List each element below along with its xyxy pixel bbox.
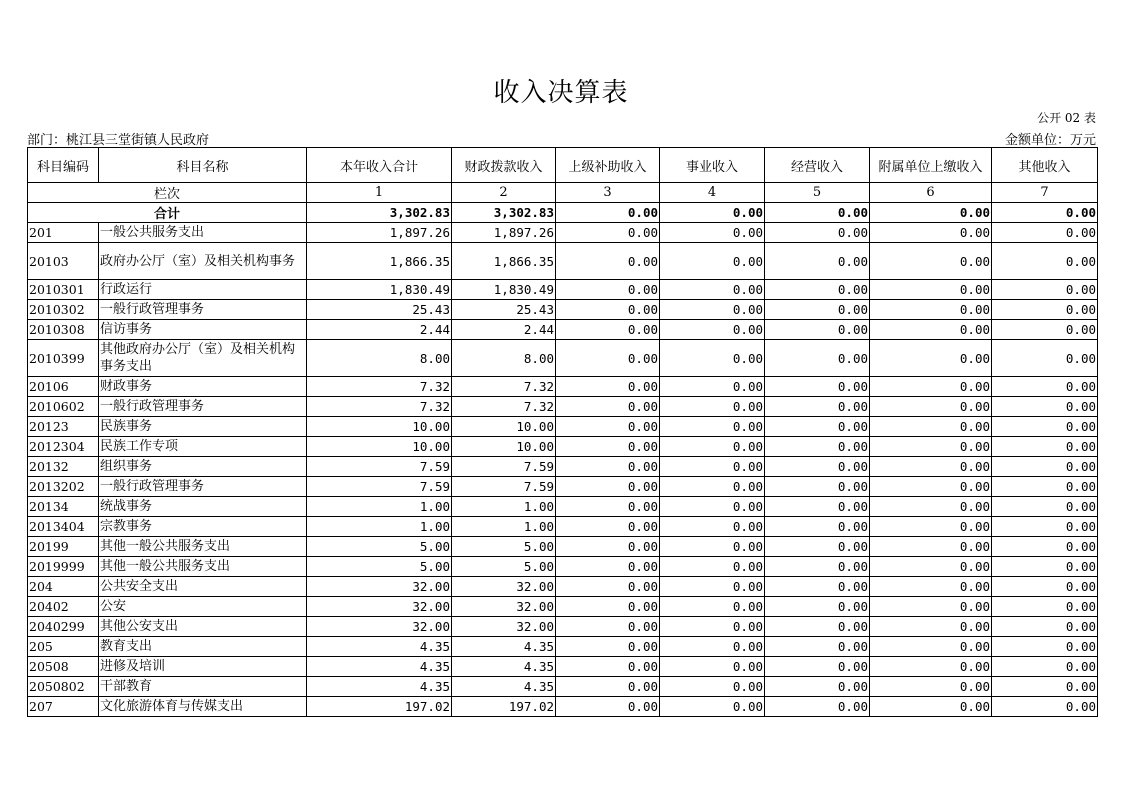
subject-code: 2040299 [28,617,99,637]
subject-code: 20106 [28,377,99,397]
amount-cell: 0.00 [870,617,992,637]
amount-cell: 0.00 [765,340,870,377]
subject-name: 民族工作专项 [99,437,307,457]
amount-cell: 4.35 [307,657,452,677]
amount-cell: 25.43 [307,300,452,320]
amount-cell: 32.00 [452,597,556,617]
amount-cell: 0.00 [765,697,870,717]
amount-cell: 0.00 [992,280,1098,300]
amount-cell: 1,897.26 [452,223,556,243]
subject-name: 其他公安支出 [99,617,307,637]
amount-cell: 0.00 [660,497,765,517]
subject-name: 政府办公厅（室）及相关机构事务 [99,243,307,280]
table-row [28,697,1098,717]
amount-cell: 0.00 [660,577,765,597]
amount-cell: 0.00 [660,280,765,300]
subject-code: 2010308 [28,320,99,340]
amount-cell: 0.00 [765,300,870,320]
total-value: 0.00 [556,203,660,223]
amount-cell: 0.00 [556,517,660,537]
subject-name: 文化旅游体育与传媒支出 [99,697,307,717]
sequence-number: 6 [870,183,992,203]
amount-cell: 0.00 [765,223,870,243]
sequence-number: 7 [992,183,1098,203]
amount-cell: 0.00 [660,300,765,320]
amount-cell: 0.00 [556,677,660,697]
amount-cell: 0.00 [765,397,870,417]
amount-cell: 1,866.35 [452,243,556,280]
amount-cell: 0.00 [765,417,870,437]
sequence-number: 3 [556,183,660,203]
amount-cell: 1.00 [307,497,452,517]
table-row [28,417,1098,437]
amount-cell: 0.00 [870,320,992,340]
amount-cell: 8.00 [307,340,452,377]
amount-cell: 0.00 [870,517,992,537]
table-row [28,637,1098,657]
subject-code: 2012304 [28,437,99,457]
amount-cell: 10.00 [307,417,452,437]
total-row [28,203,1098,223]
amount-cell: 32.00 [452,577,556,597]
amount-cell: 0.00 [992,377,1098,397]
amount-cell: 1.00 [452,497,556,517]
total-value: 0.00 [992,203,1098,223]
amount-cell: 0.00 [870,497,992,517]
amount-cell: 0.00 [556,637,660,657]
amount-cell: 0.00 [556,697,660,717]
amount-cell: 1,830.49 [307,280,452,300]
amount-cell: 32.00 [307,597,452,617]
subject-name: 财政事务 [99,377,307,397]
table-row [28,517,1098,537]
amount-cell: 7.59 [452,457,556,477]
amount-cell: 7.59 [307,457,452,477]
amount-cell: 0.00 [992,617,1098,637]
amount-cell: 0.00 [992,300,1098,320]
amount-cell: 0.00 [660,457,765,477]
amount-cell: 0.00 [870,637,992,657]
amount-cell: 0.00 [556,577,660,597]
amount-cell: 0.00 [556,397,660,417]
total-label: 合计 [28,203,307,223]
amount-cell: 0.00 [660,677,765,697]
amount-cell: 7.32 [452,397,556,417]
amount-cell: 1,830.49 [452,280,556,300]
subject-code: 2010301 [28,280,99,300]
subject-name: 一般公共服务支出 [99,223,307,243]
column-header: 科目名称 [99,148,307,183]
amount-cell: 25.43 [452,300,556,320]
subject-name: 公共安全支出 [99,577,307,597]
total-value: 0.00 [660,203,765,223]
subject-code: 20103 [28,243,99,280]
amount-cell: 0.00 [765,517,870,537]
amount-cell: 0.00 [870,657,992,677]
amount-cell: 5.00 [307,557,452,577]
amount-cell: 0.00 [765,637,870,657]
amount-cell: 32.00 [307,617,452,637]
total-value: 0.00 [870,203,992,223]
amount-cell: 0.00 [870,223,992,243]
amount-cell: 0.00 [870,597,992,617]
amount-cell: 0.00 [660,477,765,497]
subject-name: 组织事务 [99,457,307,477]
amount-cell: 0.00 [660,537,765,557]
amount-cell: 0.00 [992,677,1098,697]
amount-cell: 2.44 [452,320,556,340]
amount-cell: 0.00 [870,397,992,417]
amount-cell: 1.00 [452,517,556,537]
amount-cell: 0.00 [556,377,660,397]
table-row [28,223,1098,243]
amount-cell: 0.00 [870,280,992,300]
amount-cell: 10.00 [452,437,556,457]
amount-cell: 0.00 [556,457,660,477]
subject-code: 20199 [28,537,99,557]
column-header: 本年收入合计 [307,148,452,183]
table-row [28,497,1098,517]
amount-cell: 0.00 [992,243,1098,280]
amount-cell: 0.00 [765,437,870,457]
amount-cell: 0.00 [556,300,660,320]
amount-cell: 0.00 [765,677,870,697]
amount-cell: 0.00 [660,697,765,717]
table-row [28,280,1098,300]
amount-cell: 0.00 [556,477,660,497]
amount-cell: 0.00 [992,437,1098,457]
amount-cell: 0.00 [660,597,765,617]
subject-code: 2010302 [28,300,99,320]
amount-cell: 7.32 [452,377,556,397]
amount-cell: 7.32 [307,377,452,397]
amount-cell: 0.00 [870,377,992,397]
subject-name: 其他一般公共服务支出 [99,537,307,557]
subject-code: 20508 [28,657,99,677]
amount-cell: 0.00 [556,557,660,577]
amount-cell: 0.00 [992,477,1098,497]
form-number: 公开 02 表 [1037,111,1096,125]
amount-cell: 32.00 [452,617,556,637]
amount-cell: 0.00 [660,223,765,243]
subject-code: 20123 [28,417,99,437]
subject-code: 205 [28,637,99,657]
income-table [27,147,1098,717]
department-label: 部门：桃江县三堂街镇人民政府 [27,133,210,148]
table-row [28,320,1098,340]
amount-cell: 0.00 [992,517,1098,537]
subject-code: 2010399 [28,340,99,377]
column-header: 事业收入 [660,148,765,183]
amount-cell: 0.00 [660,377,765,397]
amount-cell: 0.00 [992,457,1098,477]
subject-name: 行政运行 [99,280,307,300]
amount-cell: 1.00 [307,517,452,537]
amount-cell: 0.00 [765,280,870,300]
amount-cell: 1,897.26 [307,223,452,243]
column-header: 附属单位上缴收入 [870,148,992,183]
sequence-row [28,183,1098,203]
amount-cell: 0.00 [992,417,1098,437]
subject-name: 民族事务 [99,417,307,437]
amount-cell: 0.00 [556,617,660,637]
amount-cell: 197.02 [307,697,452,717]
subject-name: 一般行政管理事务 [99,477,307,497]
amount-cell: 0.00 [660,320,765,340]
amount-cell: 0.00 [765,557,870,577]
table-row [28,340,1098,377]
table-row [28,597,1098,617]
amount-cell: 4.35 [452,657,556,677]
amount-cell: 0.00 [660,340,765,377]
amount-cell: 0.00 [765,497,870,517]
subject-code: 201 [28,223,99,243]
amount-cell: 0.00 [765,477,870,497]
amount-cell: 0.00 [870,557,992,577]
amount-cell: 0.00 [556,340,660,377]
table-row [28,457,1098,477]
table-row [28,617,1098,637]
amount-cell: 4.35 [452,677,556,697]
subject-name: 干部教育 [99,677,307,697]
subject-code: 2050802 [28,677,99,697]
amount-cell: 0.00 [660,637,765,657]
table-row [28,577,1098,597]
sequence-label: 栏次 [28,183,307,203]
amount-cell: 0.00 [765,597,870,617]
amount-cell: 0.00 [660,243,765,280]
amount-cell: 0.00 [765,320,870,340]
table-row [28,537,1098,557]
amount-cell: 2.44 [307,320,452,340]
amount-cell: 0.00 [870,537,992,557]
amount-cell: 4.35 [452,637,556,657]
amount-unit-label: 金额单位：万元 [1004,133,1096,148]
amount-cell: 0.00 [556,537,660,557]
amount-cell: 32.00 [307,577,452,597]
amount-cell: 5.00 [307,537,452,557]
sequence-number: 4 [660,183,765,203]
amount-cell: 1,866.35 [307,243,452,280]
amount-cell: 5.00 [452,537,556,557]
amount-cell: 0.00 [870,437,992,457]
subject-code: 2019999 [28,557,99,577]
amount-cell: 0.00 [660,517,765,537]
amount-cell: 5.00 [452,557,556,577]
amount-cell: 0.00 [992,340,1098,377]
table-row [28,397,1098,417]
amount-cell: 0.00 [765,377,870,397]
subject-name: 教育支出 [99,637,307,657]
table-row [28,243,1098,280]
amount-cell: 0.00 [992,497,1098,517]
table-row [28,377,1098,397]
amount-cell: 8.00 [452,340,556,377]
amount-cell: 0.00 [992,397,1098,417]
sequence-number: 2 [452,183,556,203]
amount-cell: 0.00 [765,617,870,637]
subject-code: 20402 [28,597,99,617]
amount-cell: 0.00 [660,557,765,577]
column-header: 上级补助收入 [556,148,660,183]
column-header: 财政拨款收入 [452,148,556,183]
amount-cell: 0.00 [765,537,870,557]
amount-cell: 0.00 [992,637,1098,657]
column-header: 科目编码 [28,148,99,183]
amount-cell: 0.00 [992,320,1098,340]
amount-cell: 0.00 [556,657,660,677]
amount-cell: 0.00 [660,397,765,417]
amount-cell: 0.00 [992,597,1098,617]
subject-name: 其他一般公共服务支出 [99,557,307,577]
amount-cell: 0.00 [870,300,992,320]
subject-code: 20134 [28,497,99,517]
amount-cell: 0.00 [660,617,765,637]
amount-cell: 0.00 [765,243,870,280]
amount-cell: 0.00 [870,243,992,280]
table-row [28,557,1098,577]
amount-cell: 0.00 [992,657,1098,677]
amount-cell: 0.00 [992,537,1098,557]
page-title: 收入决算表 [493,78,629,108]
amount-cell: 0.00 [660,437,765,457]
amount-cell: 0.00 [992,557,1098,577]
amount-cell: 0.00 [660,657,765,677]
subject-code: 2013404 [28,517,99,537]
amount-cell: 197.02 [452,697,556,717]
amount-cell: 0.00 [556,597,660,617]
sequence-number: 5 [765,183,870,203]
amount-cell: 0.00 [556,223,660,243]
subject-code: 204 [28,577,99,597]
subject-name: 进修及培训 [99,657,307,677]
amount-cell: 0.00 [870,577,992,597]
table-row [28,677,1098,697]
amount-cell: 0.00 [870,677,992,697]
amount-cell: 0.00 [556,497,660,517]
amount-cell: 0.00 [870,477,992,497]
subject-name: 一般行政管理事务 [99,300,307,320]
subject-code: 207 [28,697,99,717]
table-row [28,300,1098,320]
amount-cell: 0.00 [870,417,992,437]
amount-cell: 0.00 [660,417,765,437]
amount-cell: 4.35 [307,637,452,657]
table-row [28,657,1098,677]
subject-name: 公安 [99,597,307,617]
amount-cell: 0.00 [556,417,660,437]
subject-code: 20132 [28,457,99,477]
amount-cell: 0.00 [870,697,992,717]
total-value: 3,302.83 [307,203,452,223]
amount-cell: 10.00 [452,417,556,437]
amount-cell: 0.00 [992,577,1098,597]
amount-cell: 7.32 [307,397,452,417]
amount-cell: 4.35 [307,677,452,697]
subject-code: 2010602 [28,397,99,417]
subject-name: 统战事务 [99,497,307,517]
subject-name: 其他政府办公厅（室）及相关机构事务支出 [99,340,307,377]
total-value: 3,302.83 [452,203,556,223]
amount-cell: 0.00 [992,697,1098,717]
amount-cell: 10.00 [307,437,452,457]
amount-cell: 0.00 [556,437,660,457]
table-row [28,477,1098,497]
subject-name: 信访事务 [99,320,307,340]
amount-cell: 0.00 [870,457,992,477]
total-value: 0.00 [765,203,870,223]
header-row [28,148,1098,183]
amount-cell: 0.00 [556,320,660,340]
column-header: 其他收入 [992,148,1098,183]
amount-cell: 0.00 [556,243,660,280]
amount-cell: 0.00 [765,457,870,477]
subject-name: 一般行政管理事务 [99,397,307,417]
amount-cell: 0.00 [992,223,1098,243]
sequence-number: 1 [307,183,452,203]
amount-cell: 0.00 [556,280,660,300]
amount-cell: 0.00 [765,577,870,597]
subject-name: 宗教事务 [99,517,307,537]
amount-cell: 0.00 [870,340,992,377]
amount-cell: 0.00 [765,657,870,677]
subject-code: 2013202 [28,477,99,497]
column-header: 经营收入 [765,148,870,183]
amount-cell: 7.59 [307,477,452,497]
amount-cell: 7.59 [452,477,556,497]
table-row [28,437,1098,457]
